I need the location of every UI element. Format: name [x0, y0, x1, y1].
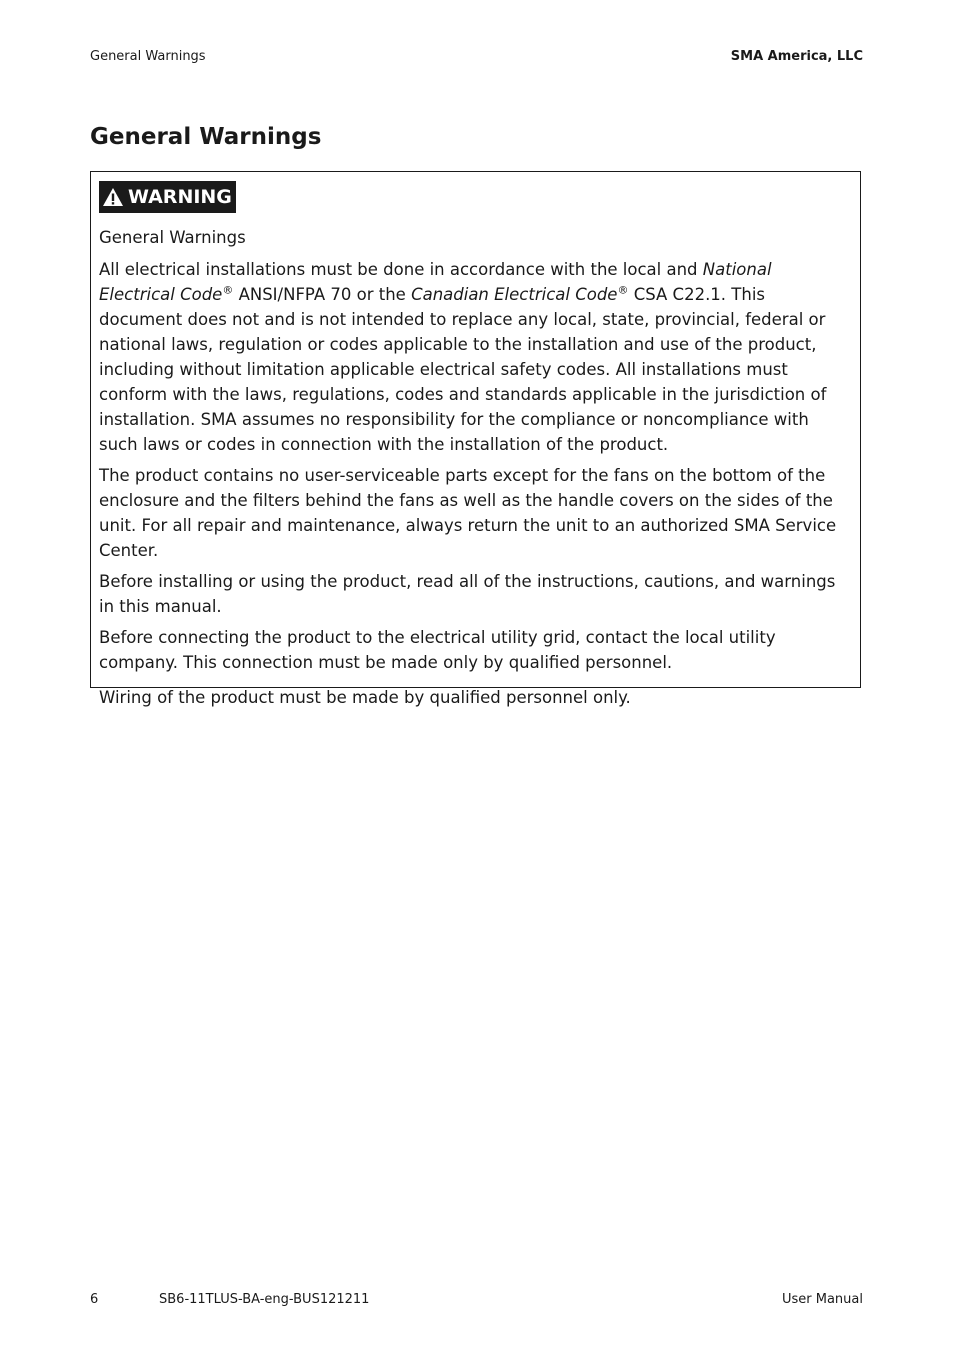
warning-subtitle: General Warnings: [99, 228, 246, 247]
running-header: [90, 49, 863, 67]
warning-paragraph-wiring: Wiring of the product must be made by qualified personnel only.: [99, 688, 631, 707]
warning-paragraph-service: The product contains no user-serviceable parts except for the fans on the bottom of the enclosure and the filters behind the fans as well as the handle covers on the sides of the unit. For all repair and maintenance, always return the unit to an authorized SMA Service Center.: [99, 466, 837, 560]
codes-text-3: CSA C22.1. This document does not and is not intended to replace any local, state, provincial, federal or national laws, regulation or codes applicable to the installation and use of the product, including without limitation applicable electrical safety codes. All installations must conform with the laws, regulations, codes and standards applicable in the jurisdiction of installation. SMA assumes no responsibility for the compliance or noncompliance with such laws or codes in connection with the installation of the product.: [99, 285, 827, 454]
codes-registered-mark: ®: [222, 283, 234, 297]
codes-text-1: All electrical installations must be done in accordance with the local and: [99, 260, 703, 279]
running-footer: [90, 1292, 863, 1310]
codes-text-2: ANSI/NFPA 70 or the: [233, 285, 412, 304]
codes-nec-name: National Electrical Code: [99, 260, 772, 304]
page-title: General Warnings: [90, 124, 322, 150]
codes-registered-mark: ®: [617, 283, 629, 297]
warning-label: WARNING: [128, 186, 232, 208]
document-type: User Manual: [781, 1292, 863, 1307]
header-company-name: SMA America, LLC: [730, 49, 863, 64]
document-code: SB6-11TLUS-BA-eng-BUS121211: [159, 1292, 370, 1307]
header-section-title: General Warnings: [90, 49, 206, 64]
warning-paragraph-codes: [99, 257, 852, 457]
warning-box: [90, 171, 861, 707]
warning-paragraph-instructions: Before installing or using the product, read all of the instructions, cautions, and warnings in this manual.: [99, 572, 836, 616]
codes-cec-name: Canadian Electrical Code: [411, 285, 618, 304]
page-number: 6: [90, 1292, 99, 1307]
warning-paragraph-utility: Before connecting the product to the electrical utility grid, contact the local utility company. This connection must be made only by qualified personnel.: [99, 628, 776, 672]
warning-triangle-icon: [102, 187, 124, 207]
warning-badge: [99, 181, 236, 213]
